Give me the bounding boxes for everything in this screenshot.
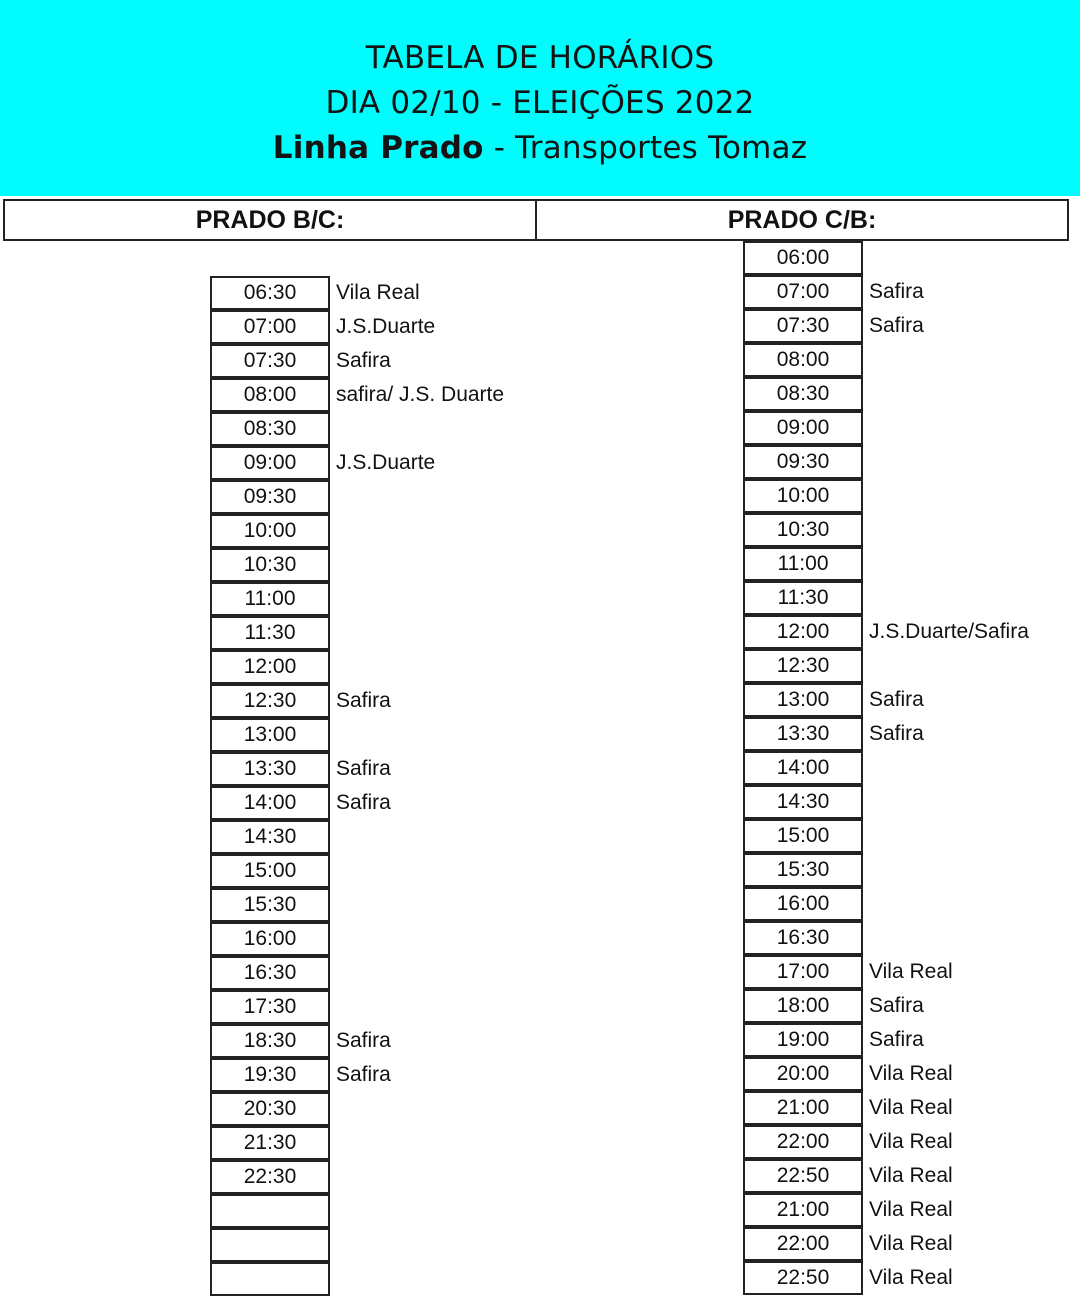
departure-time: 22:30 [210, 1160, 330, 1194]
schedule-row [743, 887, 1080, 921]
departure-time [210, 1228, 330, 1262]
destination-label: Vila Real [869, 960, 953, 983]
departure-time: 22:00 [743, 1227, 863, 1261]
schedule-row [743, 853, 1080, 887]
destination-label: Safira [869, 994, 924, 1017]
destination-label: Vila Real [869, 1096, 953, 1119]
destination-label: J.S.Duarte [336, 315, 436, 338]
departure-time: 09:30 [743, 445, 863, 479]
schedule-row [210, 1024, 810, 1058]
schedule-row [743, 785, 1080, 819]
departure-time: 12:30 [210, 684, 330, 718]
schedule-row [743, 819, 1080, 853]
departure-time: 13:00 [743, 683, 863, 717]
schedule-row [210, 718, 810, 752]
schedule-row [743, 1125, 1080, 1159]
schedule-row [210, 446, 810, 480]
destination-label: Safira [336, 349, 391, 372]
schedule-row [210, 650, 810, 684]
departure-time: 17:00 [743, 955, 863, 989]
destination-label: Vila Real [336, 281, 420, 304]
schedule-row [210, 412, 810, 446]
destination-label: Safira [336, 791, 391, 814]
departure-time: 15:00 [743, 819, 863, 853]
destination-label: J.S.Duarte/Safira [869, 620, 1029, 643]
schedule-row [743, 921, 1080, 955]
destination-label: Safira [869, 280, 924, 303]
schedule-row [210, 854, 810, 888]
departure-time [210, 1194, 330, 1228]
schedule-row [210, 786, 810, 820]
destination-label: Vila Real [869, 1232, 953, 1255]
destination-label: Safira [336, 757, 391, 780]
departure-time: 15:30 [743, 853, 863, 887]
schedule-row [210, 1058, 810, 1092]
departure-time: 15:30 [210, 888, 330, 922]
departure-time: 11:30 [210, 616, 330, 650]
destination-label: Safira [869, 314, 924, 337]
departure-time: 09:00 [743, 411, 863, 445]
departure-time: 18:30 [210, 1024, 330, 1058]
departure-time: 06:00 [743, 241, 863, 275]
destination-label: Safira [869, 1028, 924, 1051]
departure-time: 20:30 [210, 1092, 330, 1126]
line-name: Linha Prado [272, 130, 484, 166]
destination-label: Vila Real [869, 1266, 953, 1289]
departure-time: 21:00 [743, 1091, 863, 1125]
schedule-row [210, 616, 810, 650]
schedule-row [743, 411, 1080, 445]
schedule-row [743, 1261, 1080, 1295]
departure-time: 12:00 [210, 650, 330, 684]
column-header-row [3, 199, 1069, 241]
departure-time: 14:30 [210, 820, 330, 854]
schedule-row [210, 1126, 810, 1160]
schedule-row [210, 684, 810, 718]
departure-time: 12:00 [743, 615, 863, 649]
departure-time: 09:30 [210, 480, 330, 514]
destination-label: J.S.Duarte [336, 451, 436, 474]
departure-time: 07:30 [210, 344, 330, 378]
departure-time: 13:30 [210, 752, 330, 786]
departure-time: 21:00 [743, 1193, 863, 1227]
schedule-row [210, 378, 810, 412]
destination-label: Vila Real [869, 1062, 953, 1085]
destination-label: Safira [869, 722, 924, 745]
departure-time: 22:50 [743, 1159, 863, 1193]
schedule-row [743, 683, 1080, 717]
departure-time: 16:30 [743, 921, 863, 955]
title-line-3 [0, 130, 1080, 166]
schedule-row [743, 1057, 1080, 1091]
schedule-row [210, 582, 810, 616]
schedule-row [743, 1159, 1080, 1193]
schedule-row [743, 1023, 1080, 1057]
destination-label: Vila Real [869, 1130, 953, 1153]
departure-time: 14:30 [743, 785, 863, 819]
schedule-row [743, 1193, 1080, 1227]
schedule-row [210, 990, 810, 1024]
departure-time: 21:30 [210, 1126, 330, 1160]
schedule-row [210, 276, 810, 310]
schedule-row [210, 752, 810, 786]
destination-label: Safira [869, 688, 924, 711]
schedule-row [210, 1160, 810, 1194]
departure-time: 16:00 [743, 887, 863, 921]
schedule-row [210, 820, 810, 854]
schedule-row [743, 377, 1080, 411]
schedule-row [743, 343, 1080, 377]
schedule-row [210, 1262, 810, 1296]
schedule-row [210, 956, 810, 990]
departure-time: 08:00 [743, 343, 863, 377]
departure-time: 07:00 [210, 310, 330, 344]
header-prado-bc: PRADO B/C: [5, 201, 537, 239]
schedule-row [743, 717, 1080, 751]
departure-time: 07:00 [743, 275, 863, 309]
departure-time: 13:30 [743, 717, 863, 751]
schedule-row [210, 480, 810, 514]
destination-label: Safira [336, 1029, 391, 1052]
schedule-row [210, 1194, 810, 1228]
departure-time: 10:30 [210, 548, 330, 582]
departure-time: 22:00 [743, 1125, 863, 1159]
destination-label: Vila Real [869, 1198, 953, 1221]
departure-time: 16:00 [210, 922, 330, 956]
schedule-row [743, 479, 1080, 513]
schedule-row [743, 241, 1080, 275]
departure-time: 10:00 [210, 514, 330, 548]
schedule-row [743, 445, 1080, 479]
departure-time: 11:30 [743, 581, 863, 615]
departure-time: 14:00 [743, 751, 863, 785]
departure-time: 08:30 [210, 412, 330, 446]
schedule-row [210, 888, 810, 922]
departure-time: 08:30 [743, 377, 863, 411]
departure-time: 19:30 [210, 1058, 330, 1092]
company-name: - Transportes Tomaz [483, 130, 808, 166]
departure-time: 07:30 [743, 309, 863, 343]
departure-time: 18:00 [743, 989, 863, 1023]
departure-time: 10:30 [743, 513, 863, 547]
departure-time: 15:00 [210, 854, 330, 888]
departure-time: 09:00 [210, 446, 330, 480]
title-line-2: DIA 02/10 - ELEIÇÕES 2022 [325, 85, 755, 121]
departure-time: 11:00 [743, 547, 863, 581]
schedule-row [743, 989, 1080, 1023]
schedule-row [210, 1092, 810, 1126]
departure-time: 19:00 [743, 1023, 863, 1057]
schedule-row [210, 514, 810, 548]
departure-time: 12:30 [743, 649, 863, 683]
schedule-row [743, 615, 1080, 649]
schedule-row [743, 1227, 1080, 1261]
departure-time: 06:30 [210, 276, 330, 310]
schedule-row [743, 275, 1080, 309]
schedule-row [743, 309, 1080, 343]
schedule-row [743, 581, 1080, 615]
departure-time: 20:00 [743, 1057, 863, 1091]
schedule-row [210, 548, 810, 582]
schedule-row [210, 310, 810, 344]
schedule-row [743, 751, 1080, 785]
departure-time: 14:00 [210, 786, 330, 820]
schedule-row [210, 344, 810, 378]
departure-time: 08:00 [210, 378, 330, 412]
destination-label: Safira [336, 1063, 391, 1086]
schedule-row [743, 1091, 1080, 1125]
departure-time: 13:00 [210, 718, 330, 752]
schedule-row [210, 1228, 810, 1262]
schedule-row [743, 955, 1080, 989]
schedule-row [210, 922, 810, 956]
title-banner [0, 0, 1080, 196]
departure-time: 16:30 [210, 956, 330, 990]
header-prado-cb: PRADO C/B: [727, 205, 877, 234]
schedule-row [743, 547, 1080, 581]
destination-label: Vila Real [869, 1164, 953, 1187]
destination-label: Safira [336, 689, 391, 712]
departure-time: 11:00 [210, 582, 330, 616]
schedule-row [743, 513, 1080, 547]
departure-time: 10:00 [743, 479, 863, 513]
schedule-row [743, 649, 1080, 683]
title-line-1: TABELA DE HORÁRIOS [365, 40, 715, 76]
destination-label: safira/ J.S. Duarte [336, 383, 505, 406]
departure-time [210, 1262, 330, 1296]
departure-time: 17:30 [210, 990, 330, 1024]
departure-time: 22:50 [743, 1261, 863, 1295]
